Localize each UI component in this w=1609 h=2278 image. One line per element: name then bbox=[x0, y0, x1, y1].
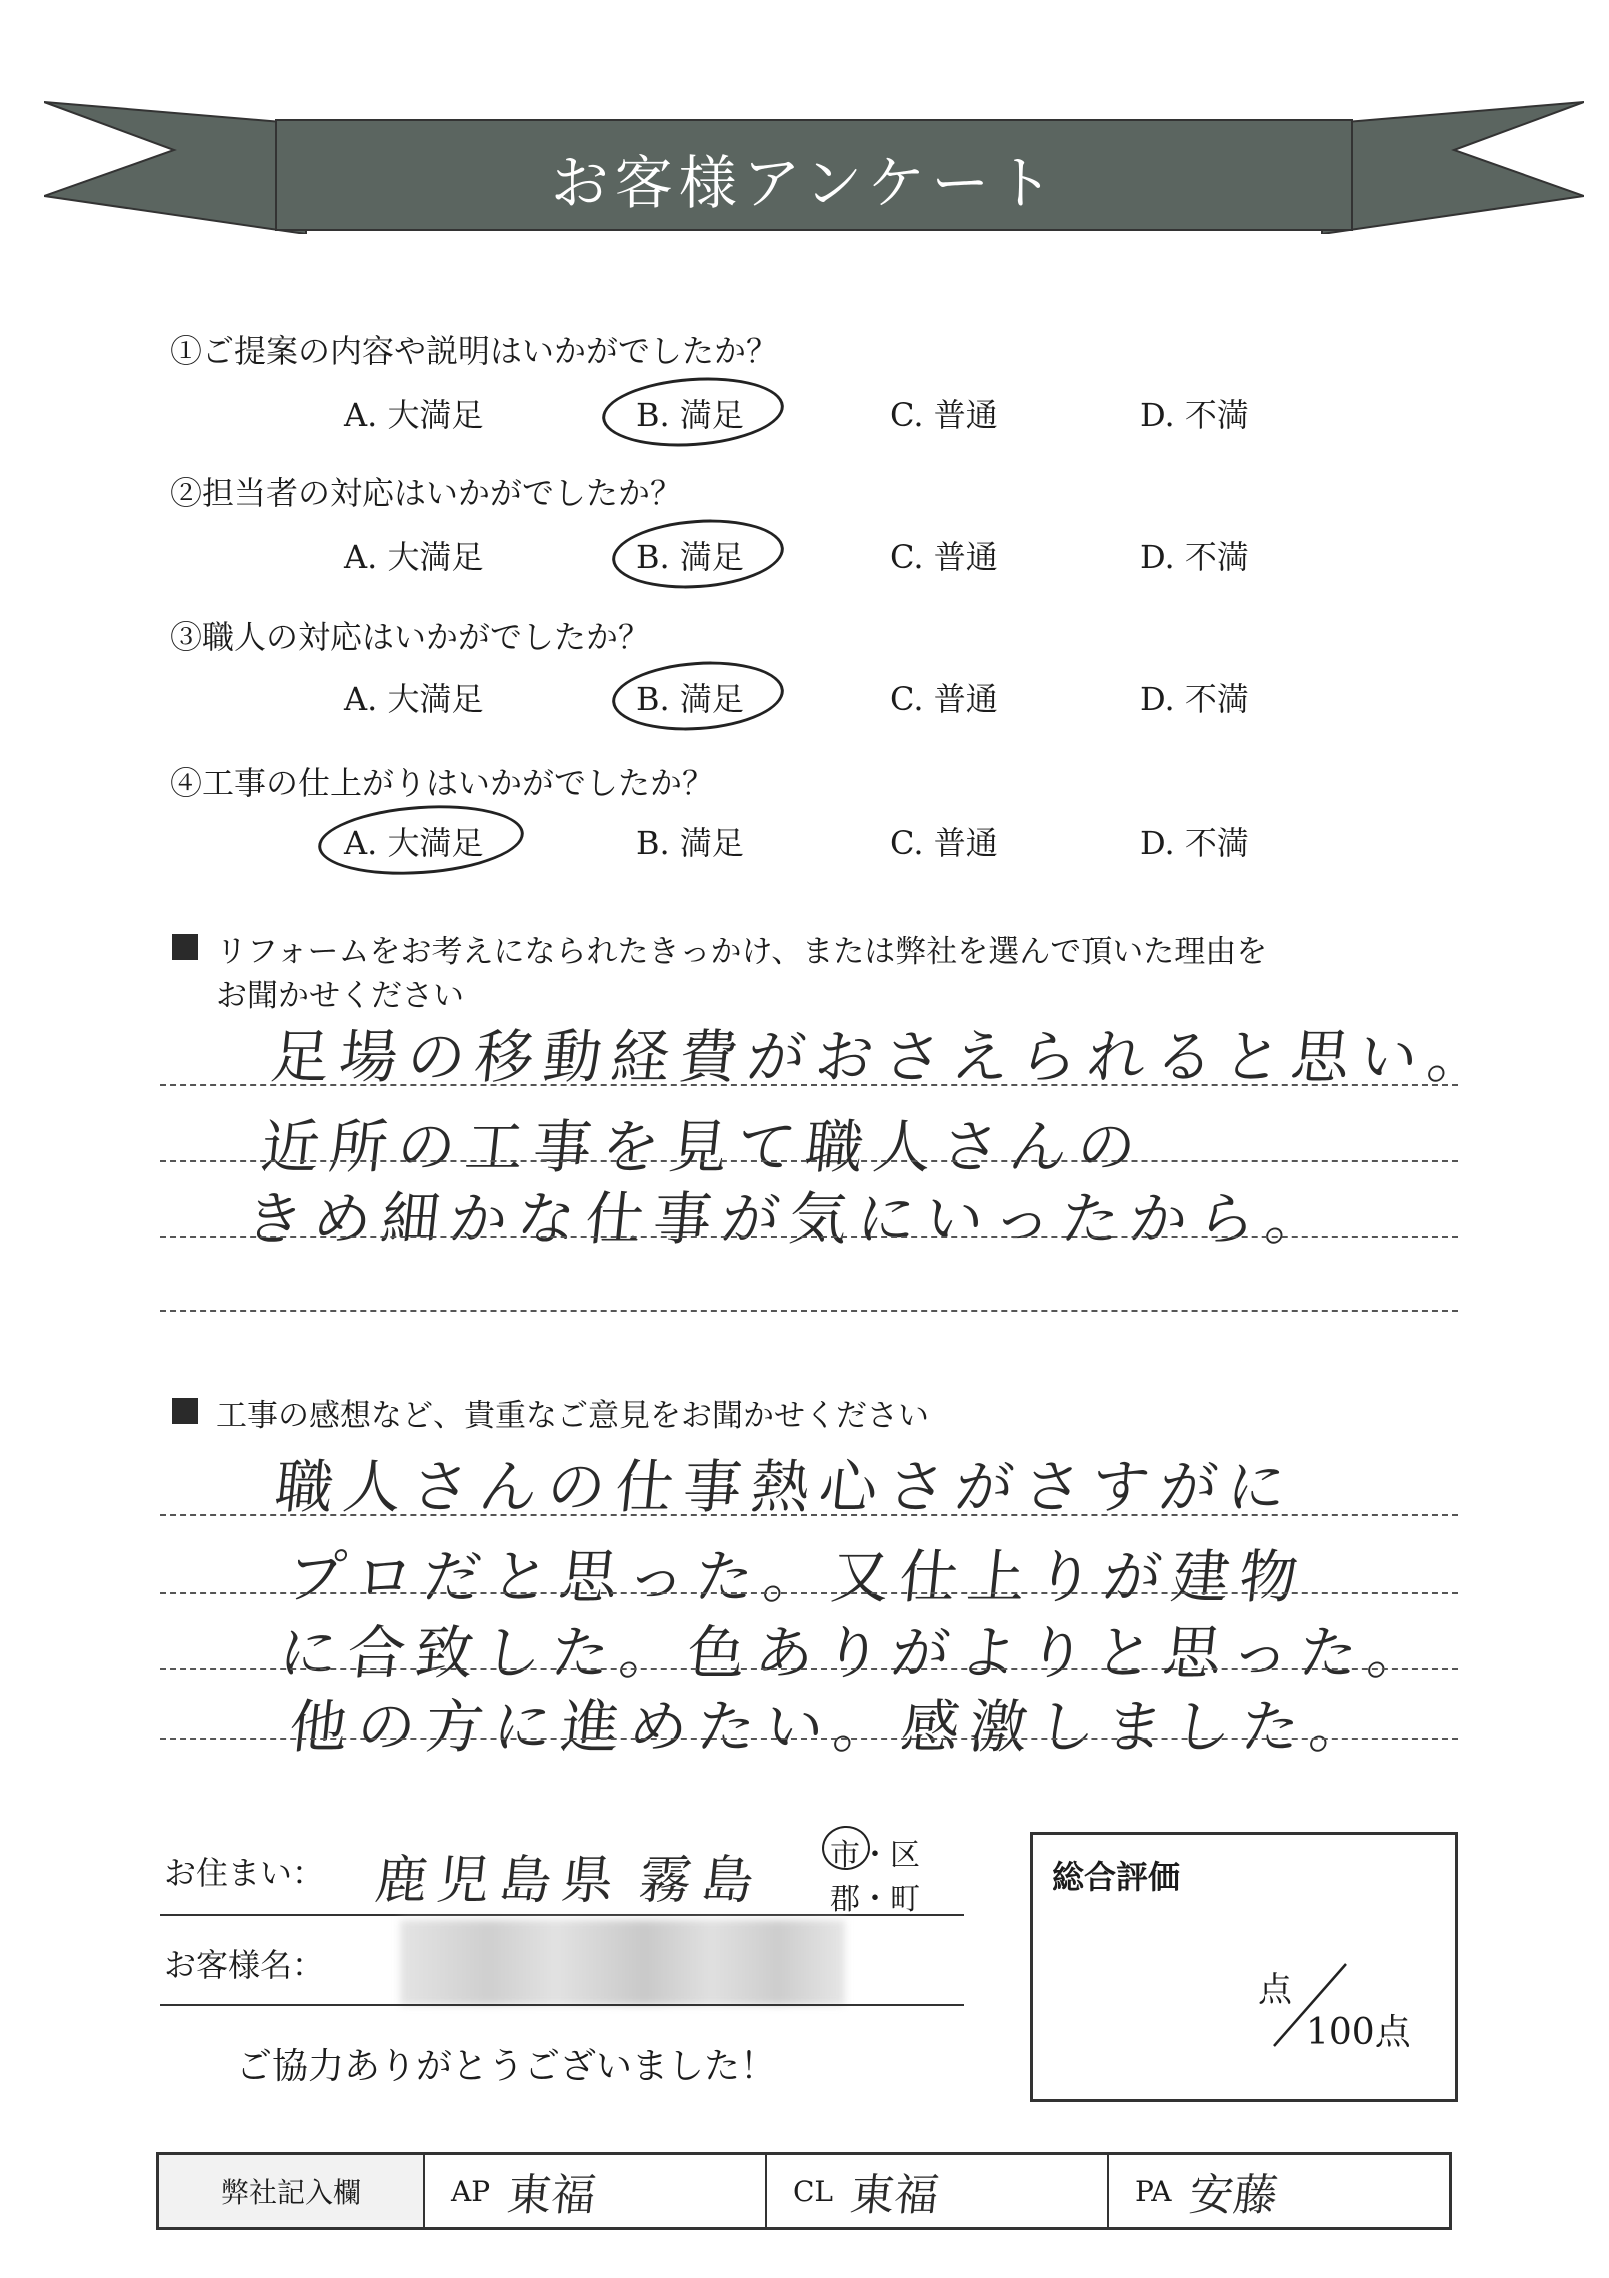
address-suffix-top: 市・区 bbox=[830, 1838, 920, 1873]
reason-answer-line: きめ細かな仕事が気にいったから。 bbox=[241, 1185, 1338, 1253]
office-cl-cell[interactable] bbox=[767, 2155, 1109, 2227]
reason-answer-line: 足場の移動経費がおさえられると思い。 bbox=[267, 1023, 1500, 1091]
customer-name-redacted bbox=[400, 1920, 845, 2005]
thanks-message: ご協力ありがとうございました！ bbox=[236, 2046, 777, 2087]
impression-answer-line: に合致した。色ありがよりと思った。 bbox=[275, 1619, 1440, 1687]
q4-option-d[interactable]: D. 不満 bbox=[1140, 824, 1249, 862]
score-title: 総合評価 bbox=[1052, 1858, 1181, 1896]
q4-option-b[interactable]: B. 満足 bbox=[636, 824, 744, 862]
question-1-text: ①ご提案の内容や説明はいかがでしたか？ bbox=[170, 332, 779, 370]
office-header-cell bbox=[159, 2155, 425, 2227]
q2-option-b[interactable]: B. 満足 bbox=[636, 538, 744, 576]
section-square-icon bbox=[172, 934, 198, 960]
reason-writing-line bbox=[160, 1310, 1458, 1312]
page-title: お客様アンケート bbox=[550, 149, 1060, 217]
q2-selection-circle bbox=[610, 514, 786, 594]
section-square-icon bbox=[172, 1398, 198, 1424]
impression-writing-line bbox=[160, 1738, 1458, 1740]
q4-option-c[interactable]: C. 普通 bbox=[890, 824, 998, 862]
office-pa-cell[interactable] bbox=[1109, 2155, 1449, 2227]
question-4-text: ④工事の仕上がりはいかがでしたか？ bbox=[170, 764, 715, 802]
reason-writing-line bbox=[160, 1236, 1458, 1238]
address-suffix-bottom: 郡・町 bbox=[830, 1882, 920, 1917]
address-underline bbox=[160, 1914, 964, 1916]
q2-option-c[interactable]: C. 普通 bbox=[890, 538, 998, 576]
office-ap-cell[interactable] bbox=[425, 2155, 767, 2227]
q3-option-b[interactable]: B. 満足 bbox=[636, 680, 744, 718]
q3-option-d[interactable]: D. 不満 bbox=[1140, 680, 1249, 718]
impression-answer-line: 職人さんの仕事熱心さがさすがに bbox=[271, 1453, 1300, 1521]
reason-writing-line bbox=[160, 1084, 1458, 1086]
address-label: お住まい： bbox=[164, 1854, 325, 1892]
question-3-text: ③職人の対応はいかがでしたか？ bbox=[170, 618, 651, 656]
question-2-text: ②担当者の対応はいかがでしたか？ bbox=[170, 474, 683, 512]
q1-option-a[interactable]: A. 大満足 bbox=[344, 396, 484, 434]
office-ap-label: AP bbox=[451, 2174, 491, 2208]
office-cl-label: CL bbox=[793, 2174, 834, 2208]
q2-option-a[interactable]: A. 大満足 bbox=[344, 538, 484, 576]
impression-label: 工事の感想など、貴重なご意見をお聞かせください bbox=[216, 1398, 929, 1434]
q1-option-d[interactable]: D. 不満 bbox=[1140, 396, 1249, 434]
q4-option-a[interactable]: A. 大満足 bbox=[344, 824, 484, 862]
reason-label-line1: リフォームをお考えになられたきっかけ、または弊社を選んで頂いた理由を bbox=[216, 934, 1268, 970]
score-unit: 点 bbox=[1258, 1970, 1292, 2010]
impression-writing-line bbox=[160, 1668, 1458, 1670]
office-ap-value: 東福 bbox=[504, 2170, 599, 2221]
reason-writing-line bbox=[160, 1160, 1458, 1162]
address-prefecture[interactable]: 鹿児島県 bbox=[372, 1851, 627, 1911]
q1-option-c[interactable]: C. 普通 bbox=[890, 396, 998, 434]
impression-writing-line bbox=[160, 1592, 1458, 1594]
q4-selection-circle bbox=[316, 799, 526, 881]
office-header: 弊社記入欄 bbox=[220, 2176, 361, 2209]
reason-label-line2: お聞かせください bbox=[216, 978, 464, 1014]
impression-answer-line: 他の方に進めたい。感激しました。 bbox=[285, 1693, 1382, 1761]
q1-option-b[interactable]: B. 満足 bbox=[636, 396, 744, 434]
impression-answer-line: プロだと思った。又仕上りが建物 bbox=[283, 1543, 1312, 1611]
q3-selection-circle bbox=[610, 656, 786, 736]
customer-name-label: お客様名： bbox=[164, 1946, 325, 1984]
address-city[interactable]: 霧島 bbox=[636, 1851, 767, 1911]
customer-name-underline bbox=[160, 2004, 964, 2006]
impression-writing-line bbox=[160, 1514, 1458, 1516]
q3-option-a[interactable]: A. 大満足 bbox=[344, 680, 484, 718]
office-pa-label: PA bbox=[1135, 2174, 1172, 2208]
office-pa-value: 安藤 bbox=[1186, 2170, 1280, 2221]
q2-option-d[interactable]: D. 不満 bbox=[1140, 538, 1249, 576]
reason-answer-line: 近所の工事を見て職人さんの bbox=[257, 1113, 1150, 1181]
q3-option-c[interactable]: C. 普通 bbox=[890, 680, 998, 718]
score-max: 100点 bbox=[1306, 2012, 1411, 2053]
q1-selection-circle bbox=[600, 372, 786, 453]
office-cl-value: 東福 bbox=[847, 2170, 942, 2221]
office-use-table bbox=[156, 2152, 1452, 2230]
